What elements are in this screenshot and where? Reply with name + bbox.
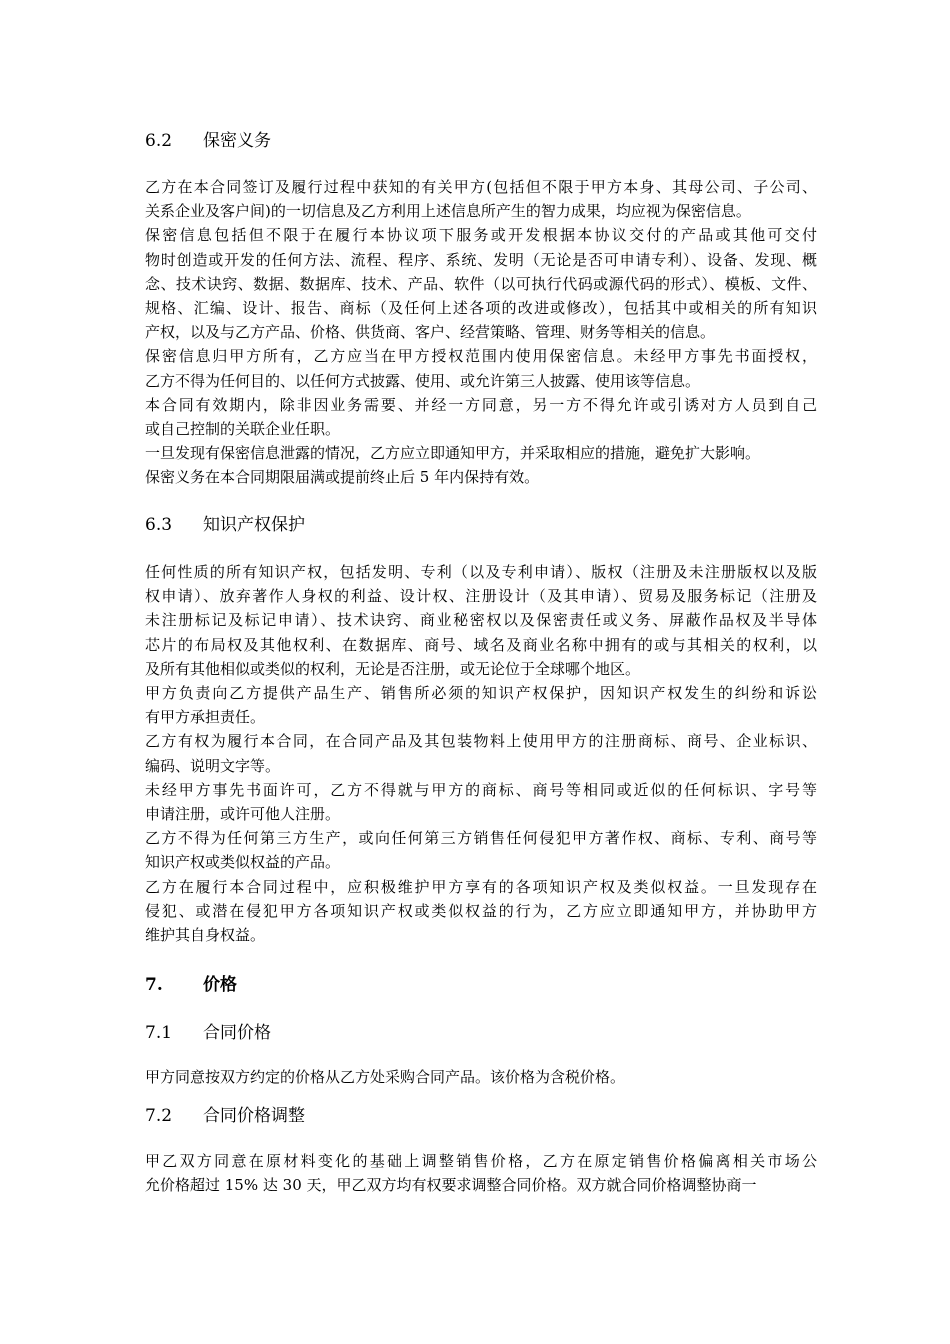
section-heading-7 — [145, 970, 237, 995]
text-line: 允价格超过 15% 达 30 天，甲乙双方均有权要求调整合同价格。双方就合同价格调整协商一 — [145, 1176, 757, 1195]
text-line: 甲方同意按双方约定的价格从乙方处采购合同产品。该价格为含税价格。 — [145, 1068, 626, 1086]
text-line: 及所有其他相似或类似的权利，无论是否注册，或无论位于全球哪个地区。 — [145, 659, 641, 678]
text-line: 本合同有效期内，除非因业务需要、并经一方同意，另一方不得允许或引诱对方人员到自己 — [145, 395, 817, 414]
text-line: 编码、说明文字等。 — [145, 756, 281, 775]
paragraph-ip-protection — [145, 560, 817, 947]
text-line: 或自己控制的关联企业任职。 — [145, 420, 341, 439]
text-line: 保密义务在本合同期限届满或提前终止后 5 年内保持有效。 — [145, 468, 540, 487]
text-line: 乙方在本合同签订及履行过程中获知的有关甲方(包括但不限于甲方本身、其母公司、子公司、 — [145, 178, 817, 196]
text-line: 乙方不得为任何目的、以任何方式披露、使用、或允许第三人披露、使用该等信息。 — [145, 371, 701, 390]
paragraph-contract-price — [145, 1065, 817, 1089]
text-line: 物时创造或开发的任何方法、流程、程序、系统、发明（无论是否可申请专利）、设备、发现、概 — [145, 250, 817, 269]
text-line: 念、技术诀窍、数据、数据库、技术、产品、软件（以可执行代码或源代码的形式）、模板、文件、 — [145, 274, 817, 293]
text-line: 权申请）、放弃著作人身权的利益、设计权、注册设计（及其申请）、贸易及服务标记（注册及 — [145, 587, 817, 606]
section-heading-6-3 — [145, 510, 305, 535]
text-line: 产权，以及与乙方产品、价格、供货商、客户、经营策略、管理、财务等相关的信息。 — [145, 323, 716, 342]
text-line: 芯片的布局权及其他权利、在数据库、商号、域名及商业名称中拥有的或与其相关的权利，以 — [145, 635, 817, 654]
text-line: 乙方在履行本合同过程中，应积极维护甲方享有的各项知识产权及类似权益。一旦发现存在 — [145, 877, 817, 896]
text-line: 保密信息归甲方所有，乙方应当在甲方授权范围内使用保密信息。未经甲方事先书面授权， — [145, 347, 817, 366]
section-number: 7.1 — [145, 1023, 173, 1043]
paragraph-confidentiality — [145, 175, 817, 490]
text-line: 知识产权或类似权益的产品。 — [145, 853, 341, 872]
text-line: 一旦发现有保密信息泄露的情况，乙方应立即通知甲方，并采取相应的措施，避免扩大影响。 — [145, 444, 761, 463]
text-line: 保密信息包括但不限于在履行本协议项下服务或开发根据本协议交付的产品或其他可交付 — [145, 226, 817, 245]
paragraph-price-adjustment — [145, 1149, 817, 1197]
section-title: 价格 — [203, 975, 237, 995]
section-title: 合同价格调整 — [203, 1106, 305, 1126]
text-line: 规格、汇编、设计、报告、商标（及任何上述各项的改进或修改），包括其中或相关的所有知识 — [145, 299, 817, 318]
text-line: 有甲方承担责任。 — [145, 708, 266, 727]
section-number: 7. — [145, 975, 163, 995]
text-line: 侵犯、或潜在侵犯甲方各项知识产权或类似权益的行为，乙方应立即通知甲方，并协助甲方 — [145, 901, 817, 920]
section-number: 7.2 — [145, 1106, 173, 1126]
text-line: 甲方负责向乙方提供产品生产、销售所必须的知识产权保护，因知识产权发生的纠纷和诉讼 — [145, 684, 817, 703]
section-title: 知识产权保护 — [203, 515, 305, 535]
section-heading-7-1 — [145, 1018, 271, 1043]
section-heading-7-2 — [145, 1101, 305, 1126]
text-line: 任何性质的所有知识产权，包括发明、专利（以及专利申请）、版权（注册及未注册版权以及版 — [145, 563, 817, 581]
text-line: 乙方不得为任何第三方生产，或向任何第三方销售任何侵犯甲方著作权、商标、专利、商号等 — [145, 829, 817, 848]
text-line: 未经甲方事先书面许可，乙方不得就与甲方的商标、商号等相同或近似的任何标识、字号等 — [145, 780, 817, 799]
text-line: 甲乙双方同意在原材料变化的基础上调整销售价格，乙方在原定销售价格偏离相关市场公 — [145, 1152, 817, 1170]
section-title: 保密义务 — [203, 131, 271, 151]
text-line: 关系企业及客户间)的一切信息及乙方利用上述信息所产生的智力成果，均应视为保密信息。 — [145, 202, 751, 221]
text-line: 乙方有权为履行本合同，在合同产品及其包装物料上使用甲方的注册商标、商号、企业标识、 — [145, 732, 817, 751]
section-title: 合同价格 — [203, 1023, 271, 1043]
text-line: 申请注册，或许可他人注册。 — [145, 805, 341, 824]
section-number: 6.2 — [145, 131, 173, 151]
text-line: 维护其自身权益。 — [145, 926, 266, 945]
section-heading-6-2 — [145, 126, 271, 151]
section-number: 6.3 — [145, 515, 173, 535]
text-line: 未注册标记及标记申请）、技术诀窍、商业秘密权以及保密责任或义务、屏蔽作品权及半导体 — [145, 611, 817, 630]
